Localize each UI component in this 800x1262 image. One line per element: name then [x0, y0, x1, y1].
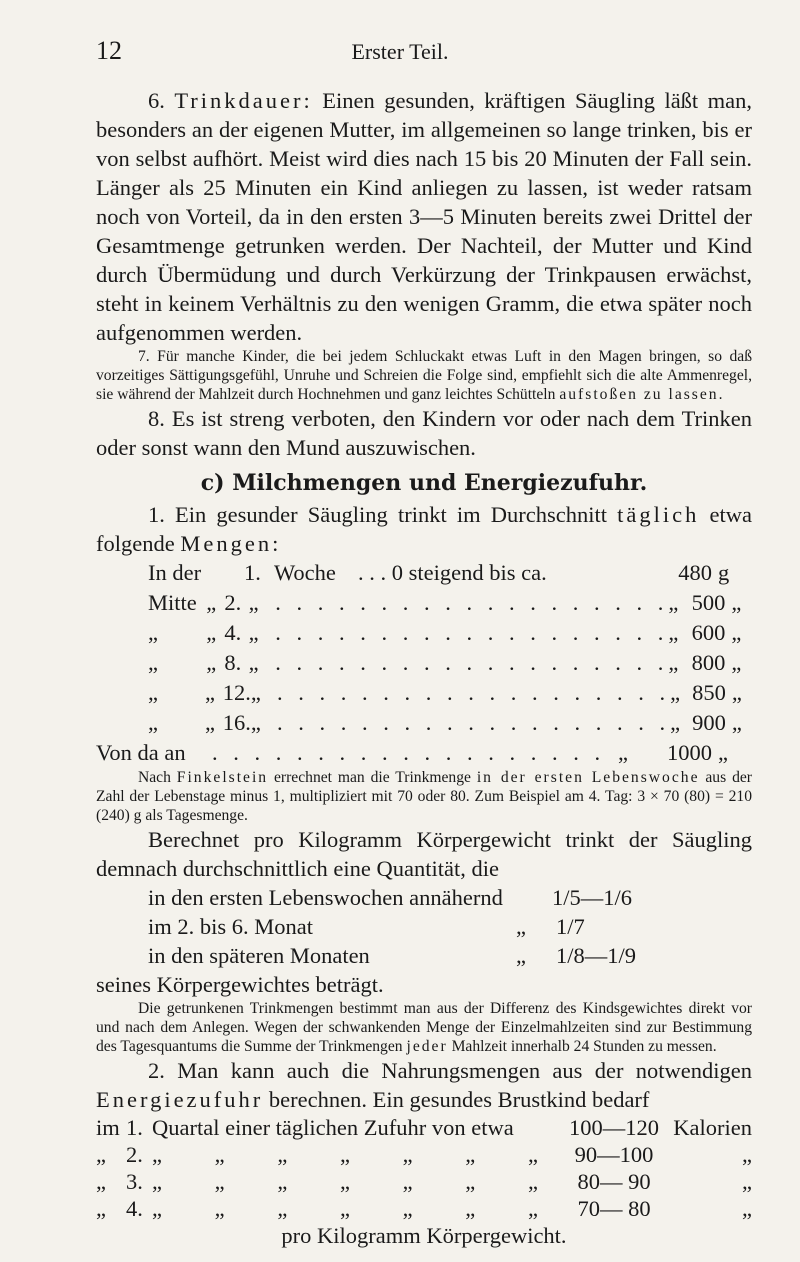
fraction-label: in den späteren Monaten [148, 943, 370, 968]
fraction-value: 1/8—1/9 [556, 943, 637, 968]
table-unit: „ [731, 680, 742, 705]
paragraph-text: Die getrunkenen Trinkmengen bestimmt man aus der Differenz des Kindsgewichtes direkt vor und nach dem Anlegen. Wegen der schwankenden Menge der Einzelmahlzeiten sind zur Bestimmung des Tagesquantums die Summe der Trinkmengen [96, 1000, 752, 1055]
section-heading: c) Milchmengen und Energiezufuhr. [200, 470, 648, 496]
ditto-mark: „ [152, 1196, 162, 1221]
table-cell: „ [206, 590, 217, 615]
fraction-list [96, 883, 752, 999]
paragraph-number: 6. [148, 88, 165, 113]
table-unit: „ [731, 650, 742, 675]
spaced-emphasis: Finkelstein [176, 769, 269, 786]
ditto-mark: „ [214, 1169, 225, 1194]
table-value: 500 [691, 590, 726, 615]
table-row [96, 1195, 752, 1222]
table-cell: 1. [126, 1115, 143, 1140]
paragraph-c2 [96, 1056, 752, 1114]
table-cell: „ [670, 680, 681, 705]
paragraph-8 [96, 404, 752, 462]
table-cell: 4. [126, 1196, 143, 1221]
spaced-emphasis: täglich [617, 502, 700, 527]
table-row [96, 1168, 752, 1195]
fraction-label: im 2. bis 6. Monat [148, 914, 314, 939]
ditto-mark: „ [277, 1169, 288, 1194]
paragraph-text: aus der Zahl der Lebenstage minus 1, multipliziert mit 70 oder 80. Zum Beispiel am 4. Tag: 3 × 70 (80) = 210 (240) g als Tagesmenge. [96, 769, 752, 824]
table-cell: 12. [222, 680, 251, 705]
ditto-mark: „ [214, 1196, 225, 1221]
list-item [96, 941, 752, 970]
ditto-mark: „ [527, 1196, 538, 1221]
paragraph-text: 8. Es ist streng verboten, den Kindern vor oder nach dem Trinken oder sonst wann den Mund auszuwischen. [96, 406, 752, 460]
spaced-emphasis: jeder [406, 1038, 448, 1055]
table-cell: „ [148, 710, 158, 735]
table-cell: „ [248, 650, 259, 675]
table-value: 600 [691, 620, 726, 645]
running-head: Erster Teil. [351, 39, 449, 64]
spaced-emphasis: Mengen: [180, 531, 282, 556]
table-value: 80— 90 [577, 1169, 651, 1194]
ditto-mark: „ [214, 1142, 225, 1167]
table-cell: „ [250, 710, 261, 735]
table-unit: g [718, 560, 730, 585]
table-value: 800 [691, 650, 726, 675]
table-cell: 2. [224, 590, 242, 615]
spaced-emphasis: in der ersten Lebenswoche [476, 769, 700, 786]
table-cell: „ [250, 680, 261, 705]
table-cell: „ [618, 740, 628, 765]
leader-dots: . . . . . . . . . . . . . . . . . . . [275, 590, 669, 615]
table-row [96, 1114, 752, 1141]
note-weights [96, 999, 752, 1056]
table-cell: „ [148, 650, 158, 675]
ditto-mark: „ [516, 914, 526, 939]
paragraph-text: berechnen. Ein gesundes Brustkind bedarf [268, 1087, 650, 1112]
ditto-mark: „ [465, 1169, 476, 1194]
table-row [96, 588, 752, 618]
paragraph-text: 2. Man kann auch die Nahrungsmengen aus der notwendigen [148, 1058, 752, 1083]
table-unit: „ [742, 1169, 752, 1194]
table-cell: 2. [126, 1142, 143, 1167]
spaced-emphasis: Energiezufuhr [96, 1087, 264, 1112]
table-value: 850 [692, 680, 726, 705]
ditto-row [152, 1195, 562, 1222]
table-cell: „ [204, 710, 215, 735]
ditto-mark: „ [339, 1142, 350, 1167]
calorie-table [96, 1114, 752, 1249]
table-cell: 3. [126, 1169, 143, 1194]
table-cell: „ [96, 1196, 106, 1221]
table-cell: „ [148, 620, 158, 645]
paragraph-text: Nach [138, 769, 171, 786]
list-item [96, 883, 752, 912]
ditto-mark: „ [465, 1196, 476, 1221]
ditto-mark: „ [277, 1142, 288, 1167]
table-unit: „ [731, 710, 742, 735]
table-cell: „ [248, 590, 259, 615]
paragraph-text: errechnet man die Trinkmenge [274, 769, 471, 786]
fraction-value: 1/7 [556, 914, 585, 939]
table-unit: „ [731, 620, 742, 645]
table-cell: „ [204, 680, 215, 705]
table-cell: Mitte [148, 590, 197, 615]
table-row [96, 708, 752, 738]
ditto-mark: „ [402, 1169, 413, 1194]
ditto-mark: „ [465, 1142, 476, 1167]
table-cell: 16. [222, 710, 251, 735]
table-cell: . . . 0 steigend bis ca. [358, 560, 547, 585]
calorie-footer: pro Kilogramm Körpergewicht. [281, 1223, 567, 1248]
ditto-mark: „ [152, 1142, 162, 1167]
paragraph-text: 7. Für manche Kinder, die bei jedem Schluckakt etwas Luft in den Magen bringen, so daß vorzeitiges Sättigungsgefühl, Unruhe und Schreien die Folge sind, empfiehlt sich die alte Ammenregel, sie während der Mahlzeit durch Hochnehmen und ganz leichtes Schütteln [96, 348, 752, 403]
table-cell: im [96, 1115, 120, 1140]
table-value: 900 [692, 710, 726, 735]
fraction-tail: seines Körpergewichtes beträgt. [96, 972, 384, 997]
page-number: 12 [96, 36, 122, 65]
leader-dots: . . . . . . . . . . . . . . . . . . . [276, 710, 671, 735]
table-cell: „ [96, 1142, 106, 1167]
page-body [96, 86, 752, 1249]
table-row [96, 678, 752, 708]
table-unit: Kalorien [673, 1115, 752, 1140]
table-row [96, 558, 752, 588]
table-cell: „ [670, 710, 681, 735]
paragraph-7 [96, 347, 752, 404]
paragraph-c1 [96, 500, 752, 558]
page-header [96, 36, 760, 68]
table-row [96, 738, 752, 768]
table-cell: In der [148, 560, 202, 585]
table-cell: Quartal einer täglichen Zufuhr von etwa [152, 1115, 514, 1140]
ditto-mark: „ [516, 943, 526, 968]
fraction-label: in den ersten Lebenswochen annähernd [148, 885, 503, 910]
table-unit: „ [742, 1142, 752, 1167]
paragraph-text: Mahlzeit innerhalb 24 Stunden zu messen. [451, 1038, 717, 1055]
table-cell: „ [206, 620, 217, 645]
table-cell: 1. [244, 560, 261, 585]
note-finkelstein [96, 768, 752, 825]
table-cell: „ [206, 650, 217, 675]
paragraph-text: etwa folgende [96, 502, 753, 556]
ditto-row [152, 1141, 562, 1168]
table-cell: „ [148, 680, 158, 705]
table-row [96, 618, 752, 648]
ditto-mark: „ [339, 1169, 350, 1194]
ditto-row [152, 1168, 562, 1195]
table-cell: „ [96, 1169, 106, 1194]
table-value: 100—120 [569, 1115, 659, 1140]
table-cell: Von da an [96, 740, 186, 765]
paragraph-calc: Berechnet pro Kilogramm Körpergewicht trinkt der Säugling demnach durchschnittlich eine Quantität, die [96, 827, 752, 881]
milk-amount-table [96, 558, 752, 768]
table-cell: „ [248, 620, 259, 645]
table-value: 1000 [667, 740, 712, 765]
paragraph-text: Einen gesunden, kräftigen Säugling läßt man, besonders an der eigenen Mutter, im allgemeinen so lange trinken, bis er von selbst aufhört. Meist wird dies nach 15 bis 20 Minuten der Fall sein. Länger als 25 Minuten ein Kind anliegen zu lassen, ist weder ratsam noch von Vorteil, da in den ersten 3—5 Minuten bereits zwei Drittel der Gesamtmenge getrunken werden. Der Nachteil, der Mutter und Kind durch Übermüdung und durch Verkürzung der Trinkpausen erwächst, steht in keinem Verhältnis zu den wenigen Gramm, die etwa später noch aufgenommen werden. [96, 88, 753, 345]
table-cell: 4. [224, 620, 242, 645]
leader-dots: . . . . . . . . . . . . . . . . . . . [212, 740, 606, 765]
table-cell: 8. [224, 650, 242, 675]
ditto-mark: „ [402, 1196, 413, 1221]
table-value: 480 [678, 560, 712, 585]
table-cell: „ [668, 590, 679, 615]
paragraph-text: 1. Ein gesunder Säugling trinkt im Durchschnitt [148, 502, 607, 527]
table-value: 70— 80 [577, 1196, 651, 1221]
leader-dots: . . . . . . . . . . . . . . . . . . . [275, 620, 669, 645]
spaced-emphasis: aufstoßen zu lassen. [559, 386, 725, 403]
leader-dots: . . . . . . . . . . . . . . . . . . . [276, 680, 671, 705]
table-row [96, 1141, 752, 1168]
table-unit: „ [731, 590, 742, 615]
list-item [96, 912, 752, 941]
table-value: 90—100 [574, 1142, 654, 1167]
ditto-mark: „ [339, 1196, 350, 1221]
table-cell: Woche [274, 560, 336, 585]
table-unit: „ [742, 1196, 752, 1221]
ditto-mark: „ [527, 1169, 538, 1194]
ditto-mark: „ [152, 1169, 162, 1194]
table-row [96, 648, 752, 678]
paragraph-6 [96, 86, 752, 347]
table-cell: „ [668, 620, 679, 645]
fraction-value: 1/5—1/6 [552, 885, 633, 910]
table-cell: „ [668, 650, 679, 675]
ditto-mark: „ [277, 1196, 288, 1221]
leader-dots: . . . . . . . . . . . . . . . . . . . [275, 650, 669, 675]
table-unit: „ [718, 740, 728, 765]
ditto-mark: „ [527, 1142, 538, 1167]
spaced-term: Trinkdauer: [174, 88, 313, 113]
ditto-mark: „ [402, 1142, 413, 1167]
